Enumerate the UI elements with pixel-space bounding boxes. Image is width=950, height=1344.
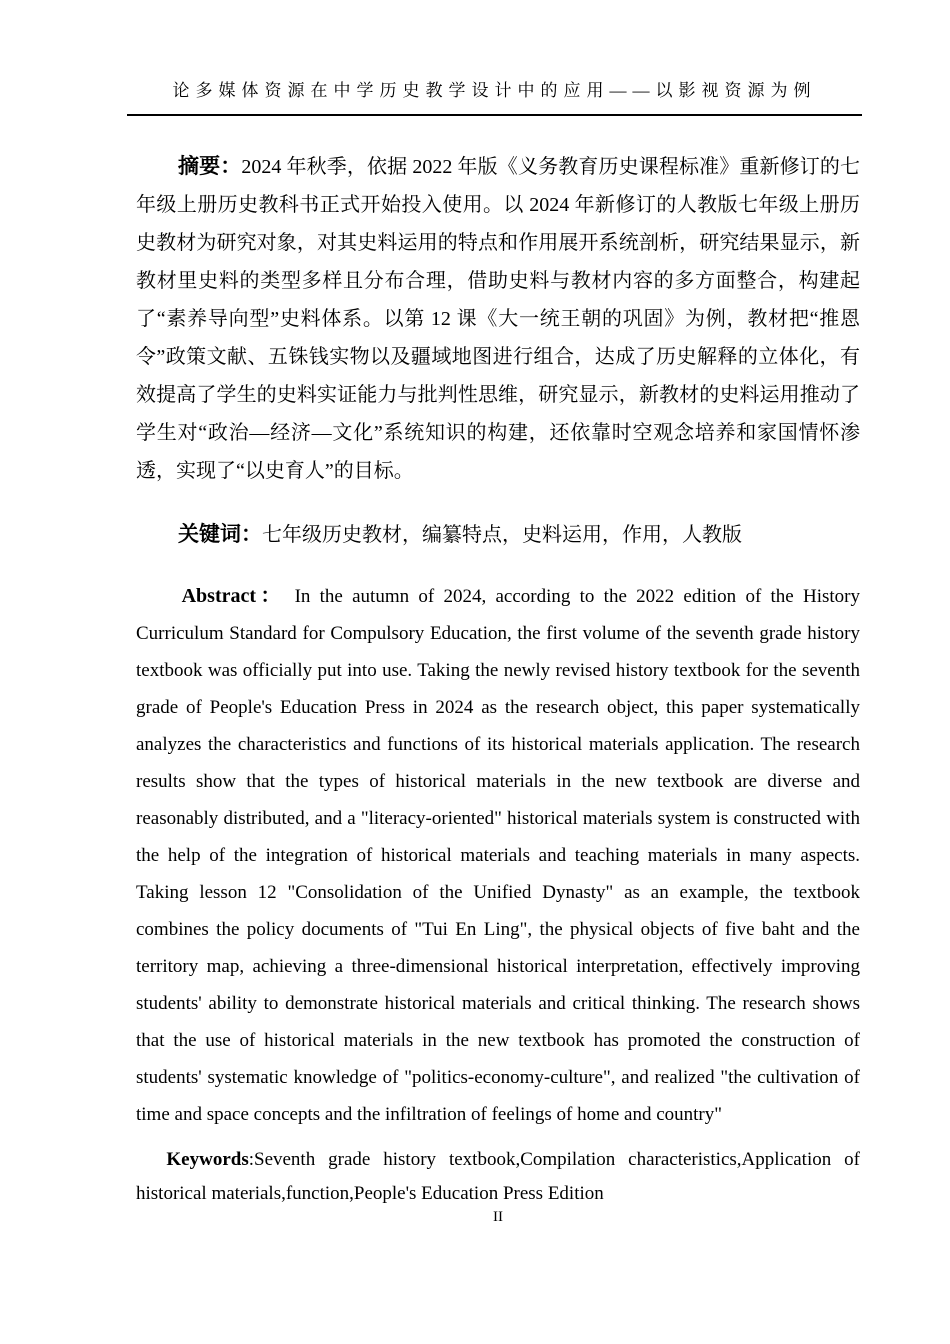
page-header xyxy=(127,78,862,116)
abstract-cn-paragraph xyxy=(136,148,860,490)
abstract-cn-text: 2024 年秋季，依据 2022 年版《义务教育历史课程标准》重新修订的七年级上册历史教科书正式开始投入使用。以 2024 年新修订的人教版七年级上册历史教材为研究对象，对其史料运用的特点和作用展开系统剖析，研究结果显示，新教材里史料的类型多样且分布合理，借助史料与教材内容的多方面整合，构建起了“素养导向型”史料体系。以第 12 课《大一统王朝的巩固》为例，教材把“推恩令”政策文献、五铢钱实物以及疆域地图进行组合，达成了历史解释的立体化，有效提高了学生的史料实证能力与批判性思维，研究显示，新教材的史料运用推动了学生对“政治—经济—文化”系统知识的构建，还依靠时空观念培养和家国情怀渗透，实现了“以史育人”的目标。 xyxy=(136,156,861,482)
abstract-en-paragraph xyxy=(136,578,860,1133)
header-title: 论多媒体资源在中学历史教学设计中的应用——以影视资源为例 xyxy=(172,81,817,100)
keywords-cn-text: 七年级历史教材，编纂特点，史料运用，作用，人教版 xyxy=(262,524,742,546)
keywords-en-paragraph xyxy=(136,1143,860,1211)
keywords-cn-label: 关键词： xyxy=(178,523,262,546)
keywords-en-label: Keywords xyxy=(166,1149,249,1170)
keywords-en-text: :Seventh grade history textbook,Compilation characteristics,Application of historical materials,function,People's Education Press Edition xyxy=(136,1149,860,1204)
keywords-cn-paragraph xyxy=(136,516,860,554)
page-number xyxy=(136,1209,860,1226)
page-number-text: II xyxy=(493,1209,503,1225)
abstract-en-text: In the autumn of 2024, according to the 2022 edition of the History Curriculum Standard for Compulsory Education, the first volume of the seventh grade history textbook was officially put into use. Taking the newly revised history textbook for the seventh grade of People's Education Press in 2024 as the research object, this paper systematically analyzes the characteristics and functions of its historical materials application. The research results show that the types of historical materials in the new textbook are diverse and reasonably distributed, and a "literacy-oriented" historical materials system is constructed with the help of the integration of historical materials and teaching materials in many aspects. Taking lesson 12 "Consolidation of the Unified Dynasty" as an example, the textbook combines the policy documents of "Tui En Ling", the physical objects of five baht and the territory map, achieving a three-dimensional historical interpretation, effectively improving students' ability to demonstrate historical materials and critical thinking. The research shows that the use of historical materials in the new textbook has promoted the construction of students' systematic knowledge of "politics-economy-culture", and realized "the cultivation of time and space concepts and the infiltration of feelings of home and country" xyxy=(136,586,860,1125)
abstract-cn-label: 摘要： xyxy=(178,155,242,178)
abstract-en-label: Abstract： xyxy=(181,585,295,607)
